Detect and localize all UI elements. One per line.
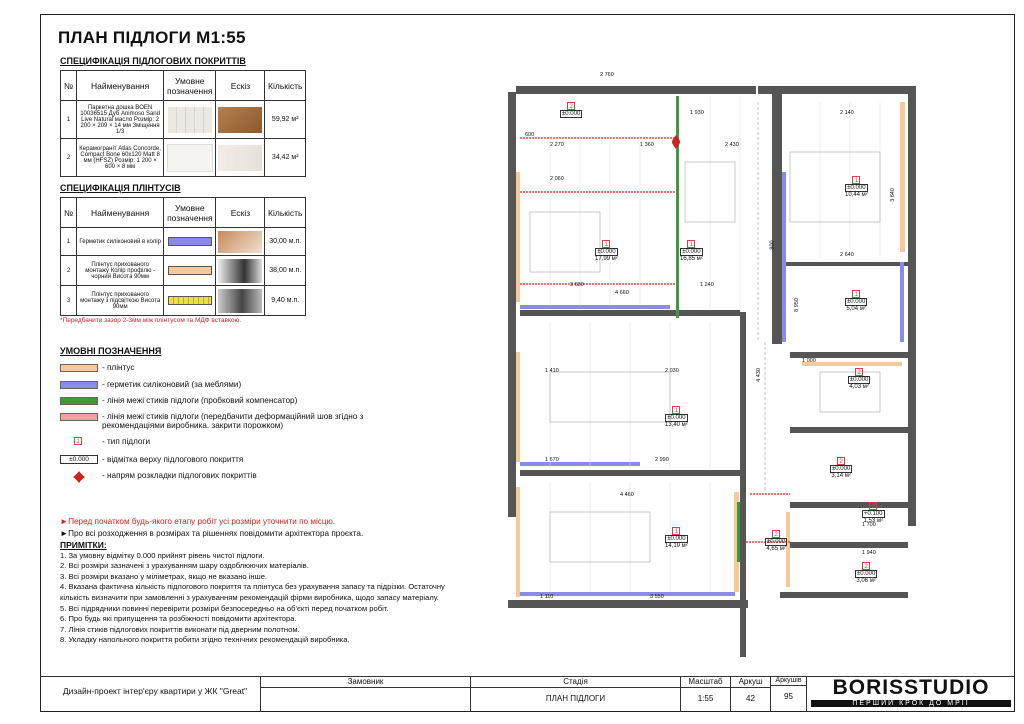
- level-mark-icon: ±0.000: [60, 455, 98, 464]
- symbol-swatch: [164, 228, 216, 256]
- dimension: 1 110: [540, 594, 554, 600]
- dimension: 4 660: [615, 290, 629, 296]
- dimension: 2 640: [840, 252, 854, 258]
- floor-spec-table: [60, 70, 306, 177]
- sheets-cell: Аркушів 95: [770, 676, 806, 712]
- note-item: 2. Всі розміри зазначені з урахуванням шару оздоблюючих матеріалів.: [60, 561, 309, 571]
- col-header: Умовне позначення: [164, 71, 216, 101]
- floor-plan: [490, 72, 950, 669]
- item-name: Плінтус прихованого монтажу Колір профілю - чорний Висота 90мм: [77, 256, 164, 286]
- col-header: №: [61, 71, 77, 101]
- dimension: 1 670: [545, 457, 559, 463]
- skirting-footnote: *Передбачити зазор 2-3мм між плінтусом та МДФ вставкою.: [60, 317, 242, 324]
- warning-1: ►Перед початком будь-якого етапу робіт усі розміри уточнити по місцю.: [60, 517, 335, 526]
- warning-2: ►Про всі розходження в розмірах та рішеннях повідомити архітектора проєкта.: [60, 529, 364, 538]
- dimension: 1 000: [802, 358, 816, 364]
- dimension: 1 700: [862, 522, 876, 528]
- note-item: 7. Лінія стиків підлогових покриттів виконати під дверним полотном.: [60, 624, 300, 634]
- col-header: Ескіз: [216, 198, 265, 228]
- symbol-swatch: [164, 101, 216, 139]
- legend-item: - плінтус: [60, 363, 135, 372]
- room-label: 2 ±0.000 3,06 м²: [856, 564, 876, 584]
- col-header: Ескіз: [216, 71, 265, 101]
- note-item: 1. За умовну відмітку 0.000 прийнят рівень чистої підлоги.: [60, 550, 265, 560]
- dimension: 2 270: [550, 142, 564, 148]
- symbol-swatch: [164, 286, 216, 316]
- dimension: 800: [769, 240, 776, 250]
- item-qty: 34,42 м²: [265, 139, 306, 177]
- item-name: Плінтус прихованого монтажу з підсвіткою Висота 90мм: [77, 286, 164, 316]
- item-qty: 59,92 м²: [265, 101, 306, 139]
- room-label: 2 ±0.000 4,03 м²: [849, 370, 869, 390]
- room-label: 1 ±0.000 13,40 м²: [665, 408, 688, 428]
- scale-cell: Масштаб 1:55: [680, 676, 730, 712]
- item-name: Герметик силіконовий в колір: [77, 228, 164, 256]
- room-label: 2 ±0.000: [562, 104, 581, 117]
- legend-item: - напрям розкладки підлогових покриттів: [60, 471, 257, 483]
- notes: [60, 540, 446, 646]
- dimension: 1 410: [545, 368, 559, 374]
- room-label: 2 ±0.000 4,65 м²: [766, 532, 786, 552]
- skirting-spec-heading: СПЕЦИФІКАЦІЯ ПЛІНТУСІВ: [60, 183, 181, 193]
- dimension: 4 430: [755, 368, 762, 382]
- table-row: 2 Плінтус прихованого монтажу Колір профілю - чорний Висота 90мм 38,00 м.п.: [61, 256, 306, 286]
- dimension: 1 240: [700, 282, 714, 288]
- stage-cell: Стадія ПЛАН ПІДЛОГИ: [470, 676, 680, 712]
- layout-direction-icon: [60, 471, 98, 483]
- legend-heading: УМОВНІ ПОЗНАЧЕННЯ: [60, 346, 162, 356]
- sketch-swatch: [216, 101, 265, 139]
- table-row: 3 Плінтус прихованого монтажу з підсвіткою Висота 90мм 9,40 м.п.: [61, 286, 306, 316]
- sheet-cell: Аркуш 42: [730, 676, 770, 712]
- dimension: 3 630: [570, 282, 584, 288]
- legend-item: - герметик силіконовий (за меблями): [60, 380, 241, 389]
- dimension: 2 990: [655, 457, 669, 463]
- legend-item: - лінія межі стиків підлоги (передбачити деформаційний шов згідно з рекомендаціями виробника. закрити порожком): [60, 412, 400, 430]
- legend-item: - лінія межі стиків підлоги (пробковий компенсатор): [60, 396, 297, 405]
- sketch-swatch: [216, 256, 265, 286]
- symbol-swatch: [164, 256, 216, 286]
- sketch-swatch: [216, 228, 265, 256]
- note-item: 3. Всі розміри вказано у міліметрах, якщо не вказано інше.: [60, 571, 268, 581]
- dimension: 4 460: [620, 492, 634, 498]
- room-label: 1 ±0.000 16,85 м²: [680, 242, 703, 262]
- col-header: Найменування: [77, 198, 164, 228]
- legend-item: ±0.000 - відмітка верху підлогового покриття: [60, 455, 243, 464]
- note-item: 8. Укладку напольного покриття робити згідно технічних рекомендацій виробника.: [60, 635, 350, 645]
- table-row: 2 Керамограніт Atlas Concorde, Compact Bone 60х120 Matt 8 мм (HFSZ) Розмір: 1 200 × 600 × 8 мм 34,42 м²: [61, 139, 306, 177]
- sketch-swatch: [216, 286, 265, 316]
- dimension: 2 060: [550, 176, 564, 182]
- brand-logo: BORISSTUDIO ПЕРШИЙ КРОК ДО МРІЇ: [806, 676, 1015, 712]
- dimension: 8 950: [793, 298, 800, 312]
- dimension: 3 550: [650, 594, 664, 600]
- table-row: 1 Герметик силіконовий в колір 30,00 м.п.: [61, 228, 306, 256]
- symbol-swatch: [164, 139, 216, 177]
- dimension: 1 940: [862, 550, 876, 556]
- item-name: Керамограніт Atlas Concorde, Compact Bone 60х120 Matt 8 мм (HFSZ) Розмір: 1 200 × 600 × 8 мм: [77, 139, 164, 177]
- note-item: 4. Вказана фактична кількість підлогового покриття та плінтуса без урахування запасу та підрізки. Остаточну кількість визначити при замовленні з урахуванням рекомендацій фірми виробника, щодо запасу матеріалу.: [60, 582, 445, 602]
- project-name: Дизайн-проект інтер'єру квартири у ЖК "Great": [62, 686, 248, 696]
- col-header: Умовне позначення: [164, 198, 216, 228]
- col-header: Кількість: [265, 71, 306, 101]
- dimension: 1 930: [690, 110, 704, 116]
- legend-item: 1 - тип підлоги: [60, 437, 150, 446]
- floor-spec-heading: СПЕЦИФІКАЦІЯ ПІДЛОГОВИХ ПОКРИТТІВ: [60, 56, 246, 66]
- room-label: 2 ±0.000 3,14 м²: [831, 459, 851, 479]
- room-label: 1 ±0.000 14,19 м²: [665, 529, 688, 549]
- item-qty: 30,00 м.п.: [265, 228, 306, 256]
- col-header: Кількість: [265, 198, 306, 228]
- dimension: 2 030: [665, 368, 679, 374]
- page-title: ПЛАН ПІДЛОГИ М1:55: [58, 28, 246, 47]
- table-row: 1 Паркетна дошка BOEN 10036515 Дуб Animoso Sand Live Natural масло Розмір: 2 200 × 209 × 14 мм Зміщення 1/3 59,92 м²: [61, 101, 306, 139]
- col-header: №: [61, 198, 77, 228]
- col-header: Найменування: [77, 71, 164, 101]
- room-label: 2 +0.100 1,53 м²: [863, 504, 883, 524]
- dimension: 2 430: [725, 142, 739, 148]
- skirting-spec-table: [60, 197, 306, 316]
- note-item: 5. Всі підрядники повинні перевірити розміри безпосередньо на об'єкті перед початком робіт.: [60, 603, 389, 613]
- sketch-swatch: [216, 139, 265, 177]
- room-label: 1 ±0.000 17,99 м²: [595, 242, 618, 262]
- item-qty: 9,40 м.п.: [265, 286, 306, 316]
- dimension: 1 360: [640, 142, 654, 148]
- dimension: 2 140: [840, 110, 854, 116]
- notes-heading: ПРИМІТКИ:: [60, 540, 107, 550]
- note-item: 6. Про будь які припущення та розбіжності повідомити архітектора.: [60, 614, 297, 624]
- room-label: 1 ±0.000 10,44 м²: [845, 178, 868, 198]
- item-qty: 38,00 м.п.: [265, 256, 306, 286]
- dimension: 3 640: [889, 188, 896, 202]
- client-cell: Замовник: [260, 676, 470, 712]
- dimension: 2 760: [600, 72, 614, 78]
- item-name: Паркетна дошка BOEN 10036515 Дуб Animoso Sand Live Natural масло Розмір: 2 200 × 209 × 14 мм Зміщення 1/3: [77, 101, 164, 139]
- room-label: 1 ±0.000 5,04 м²: [846, 292, 866, 312]
- dimension: 600: [525, 132, 535, 138]
- floor-type-icon: 1: [74, 437, 82, 445]
